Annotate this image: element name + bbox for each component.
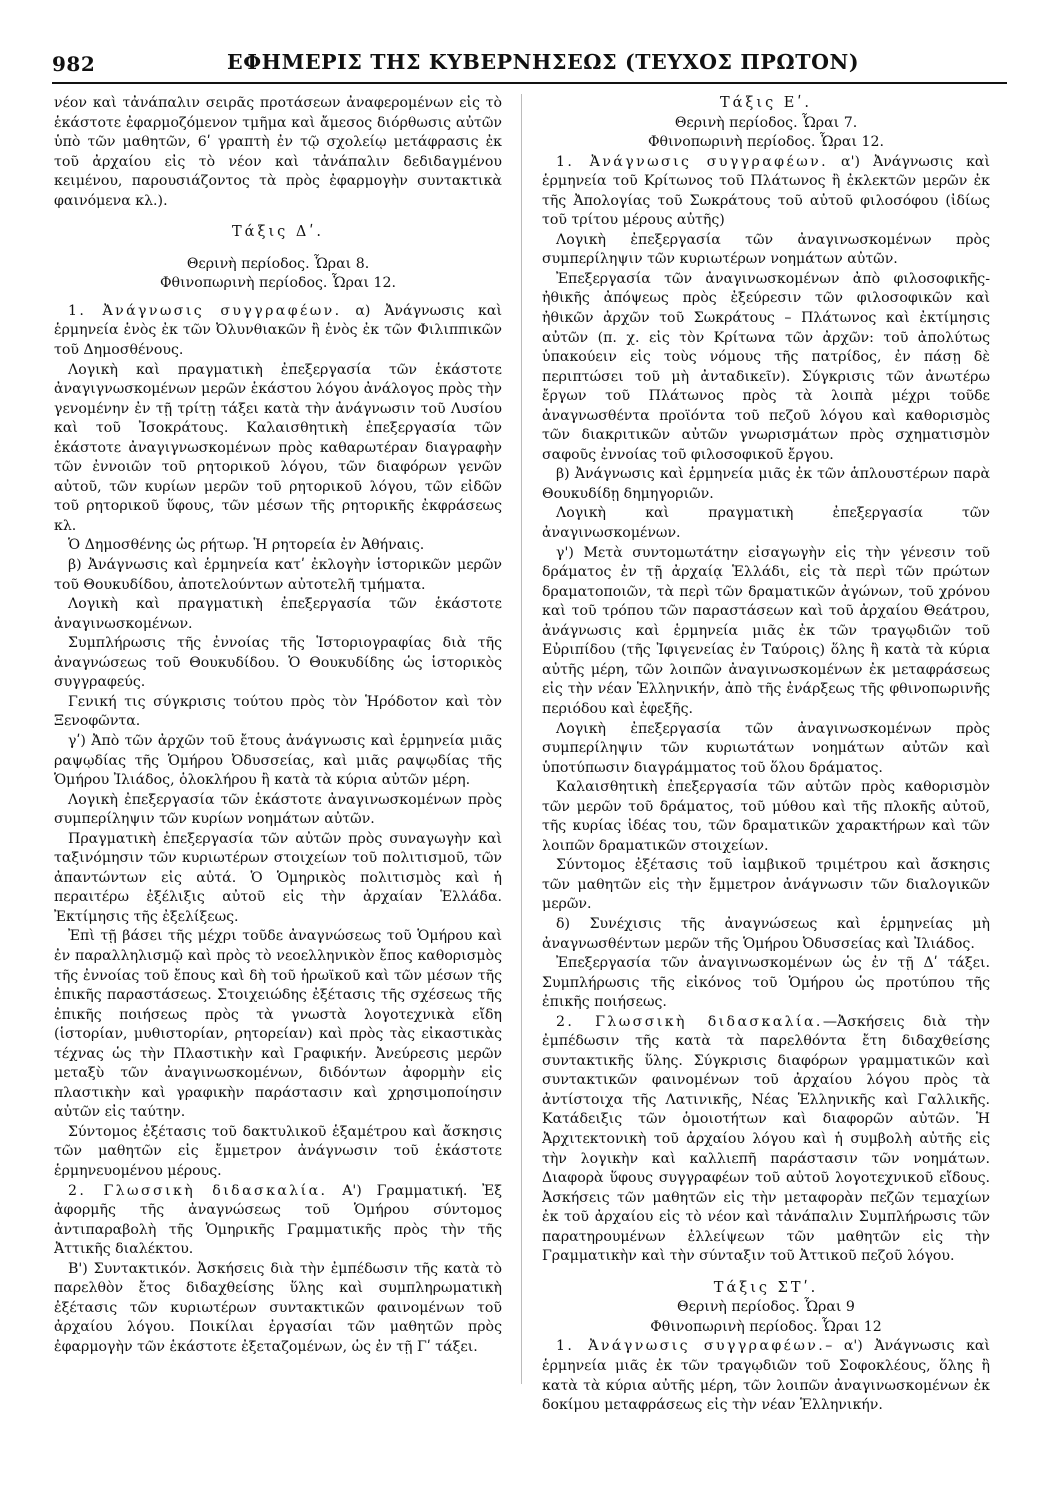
column-divider	[521, 94, 522, 1384]
class-st-item-1	[542, 1337, 990, 1415]
item-text: α) Ἀνάγνωσις καὶ ἑρμηνεία ἑνὸς ἐκ τῶν Ὀλυνθιακῶν ἢ ἑνὸς ἐκ τῶν Φιλιππικῶν τοῦ Δημοσθένους.	[54, 302, 502, 359]
class-d-item-2	[54, 1182, 502, 1260]
class-d-autumn-hours: Φθινοπωρινὴ περίοδος. Ὧραι 12.	[159, 275, 397, 292]
paragraph: Ἐπὶ τῇ βάσει τῆς μέχρι τοῦδε ἀναγνώσεως τοῦ Ὁμήρου καὶ ἐν παραλληλισμῷ καὶ πρὸς τὸ νεοελληνικὸν ἔπος καθορισμὸς τῆς ἐννοίας τοῦ ἔπους καὶ δὴ τοῦ ἡρωϊκοῦ καὶ τῶν μέσων τῆς ἐπικῆς παραστάσεως. Στοιχειώδης ἐξέτασις τῆς σχέσεως τῆς ἐπικῆς ποιήσεως πρὸς τὰ γνωστὰ λογοτεχνικὰ εἴδη (ἱστορίαν, μυθιστορίαν, ρητορείαν) καὶ πρὸς τὰς εἰκαστικὰς τέχνας ὡς τὴν Πλαστικὴν καὶ Γραφικήν. Ἀνεύρεσις μερῶν μεταξὺ τῶν ἀναγινωσκομένων, διδόντων ἀφορμὴν εἰς πλαστικὴν καὶ γραφικὴν παράστασιν καὶ χρησιμοποίησιν αὐτῶν εἰς ταύτην.	[54, 928, 502, 1121]
left-column	[54, 94, 502, 1357]
item-text: – α') Ἀνάγνωσις καὶ ἑρμηνεία μιᾶς ἐκ τῶν τραγῳδιῶν τοῦ Σοφοκλέους, ὅλης ἢ κατὰ τὰ κύρια αὐτῆς μέρη, τῶν λοιπῶν ἀναγινωσκομένων ἐκ δοκίμου μεταφράσεως εἰς τὴν νέαν Ἑλληνικήν.	[542, 1338, 990, 1414]
item-text: Α') Γραμματική. Ἐξ ἀφορμῆς τῆς ἀναγνώσεως τοῦ Ὁμήρου σύντομος ἀντιπαραβολὴ τῆς Ὁμηρικῆς Γραμματικῆς πρὸς τὴν τῆς Ἀττικῆς διαλέκτου.	[54, 1182, 502, 1258]
paragraph: Β') Συντακτικόν. Ἀσκήσεις διὰ τὴν ἐμπέδωσιν τῆς κατὰ τὸ παρελθὸν ἔτος διδαχθείσης ὕλης καὶ συμπληρωματικὴ ἐξέτασις τῶν κυριωτέρων συντακτικῶν φαινομένων τοῦ ἀρχαίου λόγου. Ποικίλαι ἐργασίαι τῶν μαθητῶν πρὸς ἐφαρμογὴν τῶν ἑκάστοτε ἐξεταζομένων, ὡς ἐν τῇ Γʹ τάξει.	[54, 1260, 502, 1355]
paragraph: Ἐπεξεργασία τῶν ἀναγινωσκομένων ὡς ἐν τῇ Δʹ τάξει. Συμπλήρωσις τῆς εἰκόνος τοῦ Ὁμήρου ὡς προτύπου τῆς ἐπικῆς ποιήσεως.	[542, 955, 990, 1011]
class-st-heading: Τάξις ΣΤʹ.	[713, 1279, 819, 1296]
paragraph: Λογικὴ καὶ πραγματικὴ ἐπεξεργασία τῶν ἑκάστοτε ἀναγιγνωσκομένων μερῶν ἑκάστου λόγου ἀνάλογος πρὸς τὴν γενομένην ἐν τῇ τρίτῃ τάξει κατὰ τὴν ἀνάγνωσιν τοῦ Λυσίου καὶ τοῦ Ἰσοκράτους. Καλαισθητικὴ ἐπεξεργασία τῶν ἑκάστοτε ἀναγιγνωσκομένων πρὸς καθαρωτέραν διαγραφὴν τῶν ἐννοιῶν τοῦ ρητορικοῦ λόγου, τῶν διαφόρων γενῶν αὐτοῦ, τῶν κυρίων μερῶν τοῦ ρητορικοῦ λόγου, τῶν εἰδῶν τοῦ ρητορικοῦ ὕφους, τῶν μέσων τῆς ρητορικῆς ἐκφράσεως κλ.	[54, 361, 502, 534]
paragraph: δ) Συνέχισις τῆς ἀναγνώσεως καὶ ἑρμηνείας μὴ ἀναγνωσθέντων μερῶν τῆς Ὁμήρου Ὀδυσσείας καὶ Ἰλιάδος.	[542, 915, 990, 952]
class-e-autumn-hours: Φθινοπωρινὴ περίοδος. Ὧραι 12.	[647, 134, 885, 151]
paragraph: Λογικὴ ἐπεξεργασία τῶν ἀναγινωσκομένων πρὸς συμπερίληψιν τῶν κυριωτέρων νοημάτων αὐτῶν.	[542, 231, 990, 268]
class-e-summer-hours: Θερινὴ περίοδος. Ὧραι 7.	[674, 114, 858, 131]
intro-paragraph: νέον καὶ τἀνάπαλιν σειρᾶς προτάσεων ἀναφερομένων εἰς τὸ ἑκάστοτε ἐφαρμοζόμενον τμῆμα καὶ ἄμεσος διόρθωσις αὐτῶν ὑπὸ τῶν μαθητῶν, 6ʹ γραπτὴ ἐν τῷ σχολείῳ μετάφρασις ἐκ τοῦ ἀρχαίου εἰς τὸ νέον καὶ τἀνάπαλιν δεδιδαγμένου κειμένου, παρουσιάζοντος τὰ πρὸς ἐφαρμογὴν συντακτικὰ φαινόμενα κλ.).	[54, 95, 502, 209]
item-label: 1. Ἀνάγνωσις συγγραφέων.	[556, 1338, 826, 1355]
paragraph: β) Ἀνάγνωσις καὶ ἑρμηνεία κατʹ ἐκλογὴν ἱστορικῶν μερῶν τοῦ Θουκυδίδου, ἀποτελούντων αὐτοτελῆ τμήματα.	[54, 557, 502, 593]
item-label: 2. Γλωσσικὴ διδασκαλία.	[68, 1182, 328, 1199]
class-st-summer-hours: Θερινὴ περίοδος. Ὧραι 9	[677, 1299, 855, 1316]
paragraph: β) Ἀνάγνωσις καὶ ἑρμηνεία μιᾶς ἐκ τῶν ἁπλουστέρων παρὰ Θουκυδίδῃ δημηγοριῶν.	[542, 466, 990, 502]
header-rule	[52, 82, 1007, 84]
paragraph: γʹ) Ἀπὸ τῶν ἀρχῶν τοῦ ἔτους ἀνάγνωσις καὶ ἑρμηνεία μιᾶς ραψῳδίας τῆς Ὁμήρου Ὀδυσσείας, καὶ μιᾶς ραψῳδίας τῆς Ὁμήρου Ἰλιάδος, ὁλοκλήρου ἢ κατὰ τὰ κύρια αὐτῶν μέρη.	[54, 732, 502, 789]
masthead-title: ΕΦΗΜΕΡΙΣ ΤΗΣ ΚΥΒΕΡΝΗΣΕΩΣ (ΤΕΥΧΟΣ ΠΡΩΤΟΝ)	[227, 50, 860, 74]
class-e-item-2	[542, 1013, 990, 1267]
paragraph: Γενική τις σύγκρισις τούτου πρὸς τὸν Ἡρόδοτον καὶ τὸν Ξενοφῶντα.	[54, 693, 502, 730]
paragraph: γ') Μετὰ συντομωτάτην εἰσαγωγὴν εἰς τὴν γένεσιν τοῦ δράματος ἐν τῇ ἀρχαίᾳ Ἑλλάδι, εἰς τὰ περὶ τῶν πρώτων δραματοποιῶν, τὰ περὶ τῶν δραματικῶν ἀγώνων, τοῦ χρόνου καὶ τοῦ τρόπου τῶν παραστάσεων καὶ τοῦ ἀρχαίου Θεάτρου, ἀνάγνωσις καὶ ἑρμηνεία μιᾶς ἐκ τῶν τραγῳδιῶν τοῦ Εὐριπίδου (τῆς Ἰφιγενείας ἐν Ταύροις) ὅλης ἢ κατὰ τὰ κύρια αὐτῆς μέρη, τῶν λοιπῶν ἀναγινωσκομένων ἐκ μεταφράσεως εἰς τὴν νέαν Ἑλληνικήν, ἀπὸ τῆς ἐνάρξεως τῆς φθινοπωρινῆς περιόδου καὶ ἐφεξῆς.	[542, 544, 990, 717]
right-column	[542, 94, 990, 1416]
item-text: α') Ἀνάγνωσις καὶ ἑρμηνεία τοῦ Κρίτωνος τοῦ Πλάτωνος ἢ ἐκλεκτῶν μερῶν ἐκ τῆς Ἀπολογίας τοῦ Σωκράτους τοῦ αὐτοῦ φιλοσόφου (ἰδίως τοῦ τρίτου μέρους αὐτῆς)	[542, 153, 990, 229]
paragraph: Συμπλήρωσις τῆς ἐννοίας τῆς Ἱστοριογραφίας διὰ τῆς ἀναγνώσεως τοῦ Θουκυδίδου. Ὁ Θουκυδίδης ὡς ἱστορικὸς συγγραφεύς.	[54, 635, 502, 691]
item-label: 2. Γλωσσικὴ διδασκαλία.	[556, 1013, 823, 1030]
class-e-heading: Τάξις Εʹ.	[719, 95, 813, 111]
paragraph: Καλαισθητικὴ ἐπεξεργασία τῶν αὐτῶν πρὸς καθορισμὸν τῶν μερῶν τοῦ δράματος, τοῦ μύθου καὶ τῆς πλοκῆς αὐτοῦ, τῆς κυρίας ἰδέας του, τῶν δραματικῶν χαρακτήρων καὶ τῶν λοιπῶν δραματικῶν στοιχείων.	[542, 779, 990, 854]
class-d-item-1	[54, 302, 502, 361]
paragraph: Ἐπεξεργασία τῶν ἀναγινωσκομένων ἀπὸ φιλοσοφικῆς-ἠθικῆς ἀπόψεως πρὸς ἐξεύρεσιν τῶν φιλοσοφικῶν καὶ ἠθικῶν ἀρχῶν τοῦ Σωκράτους – Πλάτωνος καὶ ἐκτίμησις αὐτῶν (π. χ. εἰς τὸν Κρίτωνα τῶν ἀρχῶν: τοῦ ἀπολύτως ὑπακούειν εἰς τοὺς νόμους τῆς πατρίδος, ἐν πάσῃ δὲ περιπτώσει τοῦ μὴ ἀνταδικεῖν). Σύγκρισις τῶν ἀνωτέρω ἔργων τοῦ Πλάτωνος πρὸς τὰ λοιπὰ μέχρι τοῦδε ἀναγνωσθέντα προϊόντα τοῦ πεζοῦ λόγου καὶ καθορισμὸς τῶν διακριτικῶν αὐτῶν γνωρισμάτων πρὸς σχηματισμὸν σαφοῦς ἐννοίας τοῦ φιλοσοφικοῦ ἔργου.	[542, 270, 990, 463]
item-label: 1. Ἀνάγνωσις συγγραφέων.	[68, 302, 342, 319]
class-e-item-1	[542, 153, 990, 231]
item-text: —Ἀσκήσεις διὰ τὴν ἐμπέδωσιν τῆς κατὰ τὰ παρελθόντα ἔτη διδαχθείσης συντακτικῆς ὕλης. Σύγκρισις διαφόρων γραμματικῶν καὶ συντακτικῶν φαινομένων τοῦ ἀρχαίου λόγου πρὸς τὰ ἀντίστοιχα τῆς Λατινικῆς, Νέας Ἑλληνικῆς καὶ Γαλλικῆς. Κατάδειξις τῶν ὁμοιοτήτων καὶ διαφορῶν αὐτῶν. Ἡ Ἀρχιτεκτονικὴ τοῦ ἀρχαίου λόγου καὶ ἡ συμβολὴ αὐτῆς εἰς τὴν λογικὴν καὶ καλλιεπῆ παράστασιν τῶν νοημάτων. Διαφορὰ ὕφους συγγραφέων τοῦ αὐτοῦ λογοτεχνικοῦ εἴδους. Ἀσκήσεις τῶν μαθητῶν εἰς τὴν μεταφορὰν πεζῶν τεμαχίων ἐκ τοῦ ἀρχαίου εἰς τὸ νέον καὶ τἀνάπαλιν Συμπλήρωσις τῶν παρατηρουμένων ἐλλείψεων τῶν μαθητῶν εἰς τὴν Γραμματικὴν καὶ τὴν σύνταξιν τοῦ Ἀττικοῦ πεζοῦ λόγου.	[542, 1013, 991, 1265]
class-st-autumn-hours: Φθινοπωρινὴ περίοδος. Ὧραι 12	[650, 1318, 882, 1335]
paragraph: Σύντομος ἐξέτασις τοῦ δακτυλικοῦ ἑξαμέτρου καὶ ἄσκησις τῶν μαθητῶν εἰς ἔμμετρον ἀνάγνωσιν τοῦ ἑκάστοτε ἑρμηνευομένου μέρους.	[54, 1123, 502, 1179]
paragraph: Λογικὴ καὶ πραγματικὴ ἐπεξεργασία τῶν ἑκάστοτε ἀναγινωσκομένων.	[54, 596, 502, 632]
page-header	[52, 48, 1007, 84]
paragraph: Λογικὴ ἐπεξεργασία τῶν ἑκάστοτε ἀναγινωσκομένων πρὸς συμπερίληψιν τῶν κυρίων νοημάτων αὐτῶν.	[54, 791, 502, 828]
page-number: 982	[52, 52, 96, 76]
class-d-summer-hours: Θερινὴ περίοδος. Ὧραι 8.	[186, 255, 370, 272]
item-label: 1. Ἀνάγνωσις συγγραφέων.	[556, 153, 829, 170]
paragraph: Λογικὴ καὶ πραγματικὴ ἐπεξεργασία τῶν ἀναγινωσκομένων.	[542, 505, 990, 542]
class-d-heading: Τάξις Δʹ.	[232, 224, 324, 241]
paragraph: Ὁ Δημοσθένης ὡς ρήτωρ. Ἡ ρητορεία ἐν Ἀθήναις.	[68, 537, 425, 554]
paragraph: Λογικὴ ἐπεξεργασία τῶν ἀναγινωσκομένων πρὸς συμπερίληψιν τῶν κυριωτάτων νοημάτων αὐτῶν καὶ ὑποτύπωσιν διαγράμματος τοῦ ὅλου δράματος.	[542, 720, 990, 776]
paragraph: Πραγματικὴ ἐπεξεργασία τῶν αὐτῶν πρὸς συναγωγὴν καὶ ταξινόμησιν τῶν κυριωτέρων στοιχείων τοῦ πολιτισμοῦ, τῶν ἀπαντώντων εἰς αὐτά. Ὁ Ὁμηρικὸς πολιτισμὸς καὶ ἡ περαιτέρω ἐξέλιξις αὐτοῦ εἰς τὴν ἀρχαίαν Ἑλλάδα. Ἐκτίμησις τῆς ἐξελίξεως.	[54, 830, 502, 925]
paragraph: Σύντομος ἐξέτασις τοῦ ἰαμβικοῦ τριμέτρου καὶ ἄσκησις τῶν μαθητῶν εἰς τὴν ἔμμετρον ἀνάγνωσιν τῶν διαλογικῶν μερῶν.	[542, 857, 990, 913]
